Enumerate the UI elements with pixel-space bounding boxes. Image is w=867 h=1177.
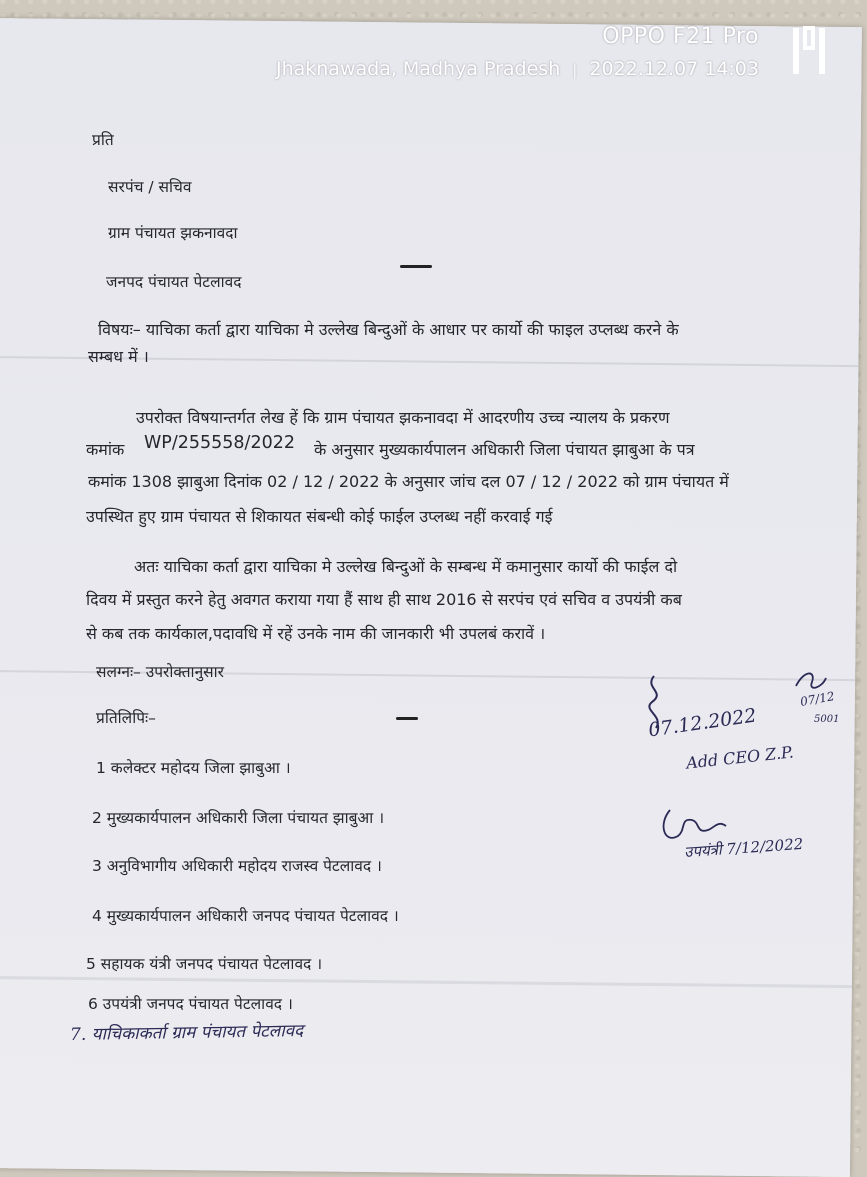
handwritten-date: 07.12.2022 <box>646 704 758 742</box>
copy-item: 5 सहायक यंत्री जनपद पंचायत पेटलावद । <box>86 955 323 973</box>
subject-line: विषयः– याचिका कर्ता द्वारा याचिका मे उल्लेख बिन्दुओं के आधार पर कार्यो की फाइल उप्लब्ध करने के <box>98 320 679 339</box>
copy-item: 2 मुख्यकार्यपालन अधिकारी जिला पंचायत झाबुआ । <box>92 809 385 827</box>
camera-brand-logo-icon <box>791 24 827 78</box>
paragraph-line: कमांक <box>86 440 125 459</box>
case-number: WP/255558/2022 <box>144 433 295 453</box>
handwritten-note: Add CEO Z.P. <box>685 742 795 773</box>
recipient-line: ग्राम पंचायत झकनावदा <box>108 224 238 242</box>
subject-line: सम्बध में । <box>88 347 149 366</box>
paragraph-line: कमांक 1308 झाबुआ दिनांक 02 / 12 / 2022 के अनुसार जांच दल 07 / 12 / 2022 को ग्राम पंचायत में <box>88 472 729 491</box>
handwritten-date: उपयंत्री 7/12/2022 <box>683 834 804 862</box>
paragraph-line: के अनुसार मुख्यकार्यपालन अधिकारी जिला पंचायत झाबुआ के पत्र <box>314 440 695 459</box>
location-watermark <box>276 58 759 80</box>
ink-mark <box>396 717 418 720</box>
separator: | <box>572 61 578 79</box>
ink-mark <box>400 265 432 268</box>
handwritten-copy: 7. याचिकाकर्ता ग्राम पंचायत पेटलावद <box>69 1020 304 1046</box>
copy-item: 4 मुख्यकार्यपालन अधिकारी जनपद पंचायत पेटलावद । <box>92 907 399 925</box>
camera-model-watermark: OPPO F21 Pro <box>602 24 759 49</box>
paragraph-line: उपरोक्त विषयान्तर्गत लेख हें कि ग्राम पंचायत झकनावदा में आदरणीय उच्च न्यालय के प्रकरण <box>136 408 670 427</box>
handwritten-number: 5001 <box>814 714 840 725</box>
location-text: Jhaknawada, Madhya Pradesh <box>275 58 561 80</box>
copy-item: 6 उपयंत्री जनपद पंचायत पेटलावद । <box>88 995 293 1013</box>
attachment-line: सलग्नः– उपरोक्तानुसार <box>96 663 224 681</box>
handwritten-date-small: 07/12 <box>799 689 836 709</box>
recipient-line: सरपंच / सचिव <box>108 178 192 196</box>
paragraph-line: उपस्थित हुए ग्राम पंचायत से शिकायत संबन्धी कोई फाईल उप्लब्ध नहीं करवाई गई <box>86 507 553 526</box>
recipient-line: जनपद पंचायत पेटलावद <box>106 273 242 291</box>
copy-item: 1 कलेक्टर महोदय जिला झाबुआ । <box>96 759 291 777</box>
copy-item: 3 अनुविभागीय अधिकारी महोदय राजस्व पेटलावद । <box>92 857 382 875</box>
paragraph-line: अतः याचिका कर्ता द्वारा याचिका मे उल्लेख बिन्दुओं के सम्बन्ध में कमानुसार कार्यो की फाईल दो <box>134 557 678 576</box>
paragraph-line: दिवय में प्रस्तुत करने हेतु अवगत कराया गया हैं साथ ही साथ 2016 से सरपंच एवं सचिव व उपयंत्री कब <box>86 590 682 609</box>
copy-label: प्रतिलिपिः– <box>96 709 156 727</box>
datetime-text: 2022.12.07 14:03 <box>589 58 759 80</box>
to-label: प्रति <box>92 131 114 149</box>
paragraph-line: से कब तक कार्यकाल,पदावधि में रहें उनके नाम की जानकारी भी उपलबं करावें । <box>86 624 546 643</box>
